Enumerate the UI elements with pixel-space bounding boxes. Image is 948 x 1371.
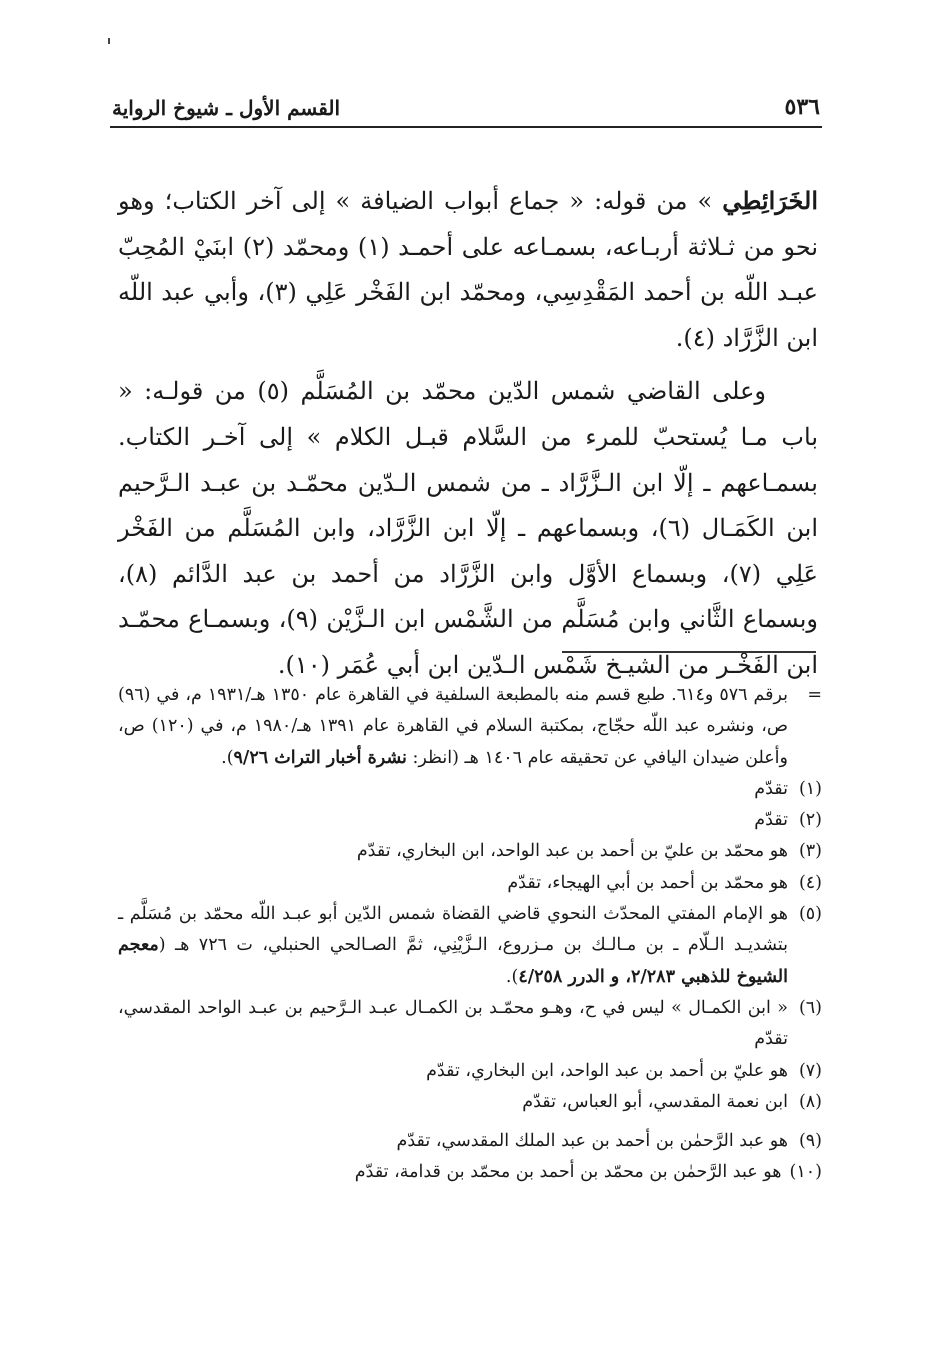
footnote-3: [118, 836, 822, 867]
footnote-number: (٦): [798, 997, 822, 1018]
footnote-8: [118, 1087, 822, 1118]
paragraph-1: [118, 178, 818, 361]
footnote-number: =: [807, 685, 822, 705]
footnote-tail: ).: [505, 966, 519, 987]
footnote-10: [118, 1157, 822, 1188]
footnote-5: [118, 899, 822, 993]
footnote-text: ابن نعمة المقدسي، أبو العباس، تقدّم: [522, 1091, 788, 1112]
footnote-text: هو عليّ بن أحمد بن عبد الواحد، ابن البخاري، تقدّم: [426, 1060, 788, 1081]
page-number: ٥٣٦: [784, 94, 820, 120]
footnote-text: برقم ٥٧٦ و٦١٤. طبع قسم منه بالمطبعة السلفية في القاهرة عام ١٣٥٠ هـ/١٩٣١ م، في (٩٦) ص، ونشره عبد اللّه حجّاج، بمكتبة السلام في القاهرة عام ١٣٩١ هـ/١٩٨٠ م، في (١٢٠) ص، وأعلن ضيدان اليافي عن تحقيقه عام ١٤٠٦ هـ (انظر:: [118, 685, 789, 768]
footnote-number: (٥): [798, 904, 822, 925]
footnote-text: هو الإمام المفتي المحدّث النحوي قاضي القضاة شمس الدّين أبو عبـد اللّه محمّد بن مُسَلَّم ـ بتشديـد الـلّام ـ بن مـالـك بن مـزروع، الـزَّيْنِي، ثمَّ الصـالحي الحنبلي، ت ٧٢٦ هـ (: [118, 904, 788, 956]
footnotes: [118, 680, 822, 1189]
footnote-7: [118, 1056, 822, 1087]
paragraph-1-lead: الخَرَائِطِي: [722, 186, 818, 215]
footnote-number: (١): [798, 778, 822, 799]
footnote-2: [118, 805, 822, 836]
margin-mark: [108, 38, 110, 44]
main-text: [118, 178, 818, 689]
footnote-text: تقدّم: [754, 810, 788, 831]
footnote-number: (٨): [798, 1091, 822, 1112]
paragraph-2: وعلى القاضي شمس الدّين محمّد بن المُسَلَّم (٥) من قولـه: « باب مـا يُستحبّ للمرء من السَّلام قبـل الكلام » إلى آخـر الكتاب. بسمـاعهم ـ إلّا ابن الـزَّرَّاد ـ من شمس الـدّين محمّـد بن عبـد الـرَّحيم ابن الكَمَـال (٦)، وبسماعهم ـ إلّا ابن الزَّرَّاد، وابن المُسَلَّم من الفَخْر عَلِي (٧)، وبسماع الأوَّل وابن الزَّرَّاد من أحمد بن عبد الدَّائم (٨)، وبسماع الثَّاني وابن مُسَلَّم من الشَّمْس ابن الـزَّيْن (٩)، وبسمـاع محمّـد ابن الفَخْـر من الشيـخ شَمْس الـدّين ابن أبي عُمَر (١٠).: [118, 377, 819, 679]
footnote-4: [118, 868, 822, 899]
paragraph-1-body: » من قوله: « جماع أبواب الضيافة » إلى آخر الكتاب؛ وهو نحو من ثـلاثة أربـاعه، بسمـاعه على أحمـد (١) ومحمّد (٢) ابنَيْ المُحِبّ عبـد اللّه بن أحمد المَقْدِسِي، ومحمّد ابن الفَخْر عَلِي (٣)، وأبي عبد اللّه ابن الزَّرَّاد (٤).: [118, 187, 819, 352]
footnote-text: هو عبد الرَّحمٰن بن أحمد بن عبد الملك المقدسي، تقدّم: [396, 1131, 788, 1152]
footnote-reference: معجم الشيوخ للذهبي ٢/٢٨٣، و الدرر ٤/٢٥٨: [118, 935, 788, 987]
footnote-tail: ).: [221, 747, 234, 768]
footnote-continuation: [118, 680, 822, 774]
footnote-number: (١٠): [789, 1162, 822, 1183]
footnote-number: (٤): [798, 872, 822, 893]
footnote-9: [118, 1126, 822, 1157]
footnote-6: [118, 993, 822, 1056]
running-title: القسم الأول ـ شيوخ الرواية: [112, 96, 341, 120]
footnote-text: « ابن الكمـال » ليس في ح، وهـو محمّـد بن الكمـال عبـد الـرَّحيم بن عبـد الواحد المقدسي، تقدّم: [118, 997, 788, 1050]
footnote-text: هو محمّد بن أحمد بن أبي الهيجاء، تقدّم: [507, 872, 788, 893]
footnote-text: هو محمّد بن عليّ بن أحمد بن عبد الواحد، ابن البخاري، تقدّم: [356, 841, 788, 862]
footnote-number: (٧): [798, 1060, 822, 1081]
footnote-reference: نشرة أخبار التراث ٩/٢٦: [233, 747, 407, 768]
header-rule: [110, 126, 822, 128]
footnote-1: [118, 774, 822, 805]
footnote-separator: [562, 651, 816, 653]
footnote-number: (٢): [798, 810, 822, 831]
footnote-number: (٩): [798, 1131, 822, 1152]
footnote-text: تقدّم: [754, 778, 788, 799]
footnote-text: هو عبد الرَّحمٰن بن محمّد بن أحمد بن محمّد بن قدامة، تقدّم: [354, 1162, 782, 1183]
footnote-number: (٣): [798, 841, 822, 862]
page-header: [112, 86, 820, 120]
